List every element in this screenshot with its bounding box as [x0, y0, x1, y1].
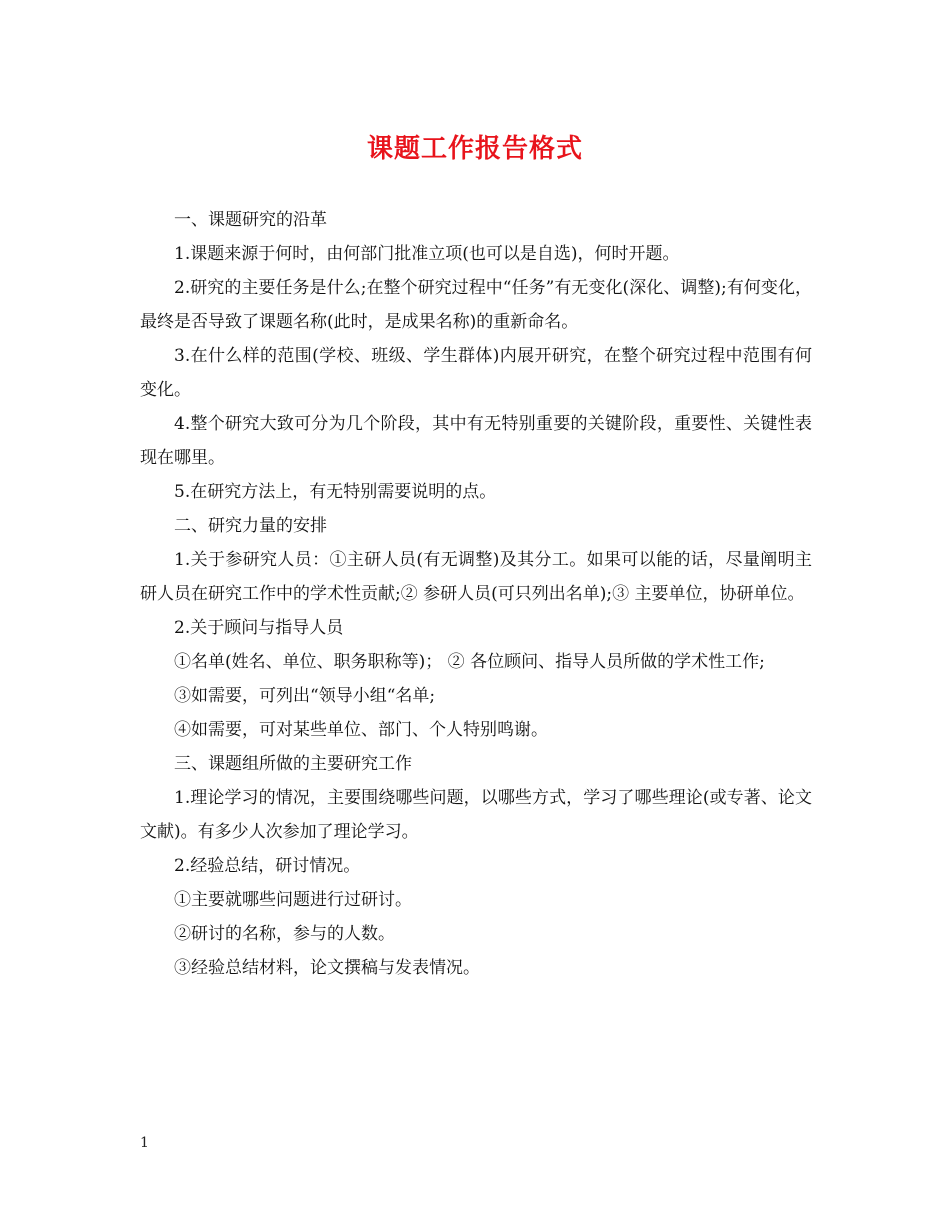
paragraph: 2.经验总结，研讨情况。: [174, 856, 361, 876]
paragraph: 二、研究力量的安排: [174, 516, 327, 536]
paragraph: 1.课题来源于何时，由何部门批准立项(也可以是自选)，何时开题。: [174, 244, 680, 264]
paragraph: ③经验总结材料，论文撰稿与发表情况。: [174, 958, 480, 978]
paragraph: ①主要就哪些问题进行过研讨。: [174, 890, 412, 910]
paragraph: ④如需要，可对某些单位、部门、个人特别鸣谢。: [174, 720, 548, 740]
document-body: [140, 203, 812, 985]
paragraph: ③如需要，可列出“领导小组“名单;: [174, 686, 436, 706]
paragraph: 2.关于顾问与指导人员: [174, 618, 344, 638]
paragraph: 1.关于参研究人员：①主研人员(有无调整)及其分工。如果可以能的话，尽量阐明主研人员在研究工作中的学术性贡献;② 参研人员(可只列出名单);③ 主要单位，协研单位。: [140, 550, 812, 604]
paragraph: ①名单(姓名、单位、职务职称等)； ② 各位顾问、指导人员所做的学术性工作;: [174, 652, 765, 672]
page-number: 1: [140, 1135, 149, 1151]
paragraph: ②研讨的名称，参与的人数。: [174, 924, 395, 944]
paragraph: 一、课题研究的沿革: [174, 210, 327, 230]
paragraph: 3.在什么样的范围(学校、班级、学生群体)内展开研究，在整个研究过程中范围有何变化。: [140, 346, 812, 400]
paragraph: 2.研究的主要任务是什么;在整个研究过程中“任务”有无变化(深化、调整);有何变化，最终是否导致了课题名称(此时，是成果名称)的重新命名。: [140, 278, 812, 332]
paragraph: 1.理论学习的情况，主要围绕哪些问题，以哪些方式，学习了哪些理论(或专著、论文文献)。有多少人次参加了理论学习。: [140, 788, 812, 842]
paragraph: 三、课题组所做的主要研究工作: [174, 754, 412, 774]
document-title: 课题工作报告格式: [366, 134, 583, 164]
paragraph: 5.在研究方法上，有无特别需要说明的点。: [174, 482, 497, 502]
paragraph: 4.整个研究大致可分为几个阶段，其中有无特别重要的关键阶段，重要性、关键性表现在哪里。: [140, 414, 812, 468]
